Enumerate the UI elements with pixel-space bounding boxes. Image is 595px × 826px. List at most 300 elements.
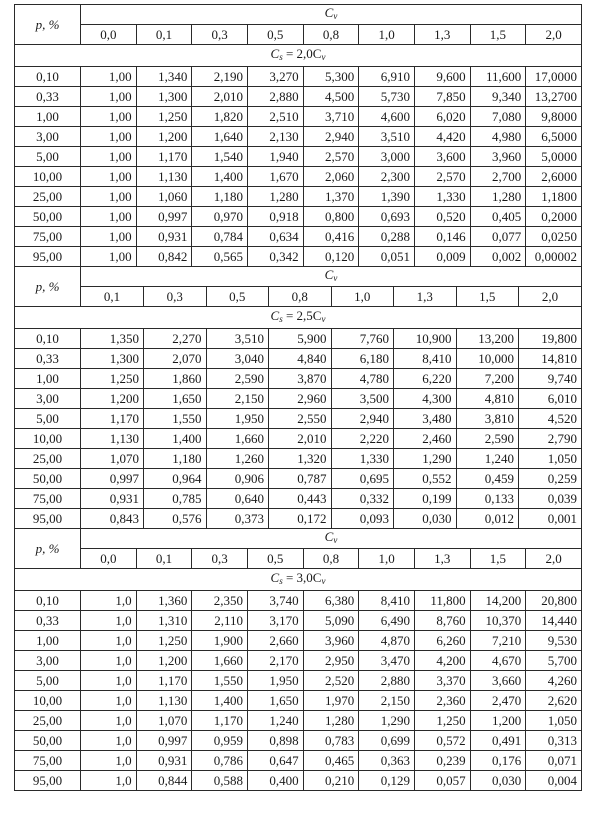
cv-header (81, 267, 582, 287)
value-cell: 0,313 (526, 731, 582, 751)
cv-symbol: C (324, 529, 334, 544)
value-cell: 4,810 (456, 389, 519, 408)
coefficient-table (14, 4, 582, 791)
value-cell: 4,300 (394, 389, 457, 408)
cv-column-value: 0,8 (303, 549, 359, 569)
probability-cell: 10,00 (15, 429, 81, 449)
value-cell: 6,220 (394, 369, 457, 388)
value-cell: 7,850 (414, 87, 470, 107)
value-cell: 0,030 (394, 509, 457, 528)
value-cell: 1,1800 (526, 187, 582, 207)
probability-cell: 25,00 (15, 711, 81, 731)
value-cell: 2,700 (470, 167, 526, 187)
value-cell: 2,130 (247, 127, 303, 147)
probability-cell: 25,00 (15, 449, 81, 469)
value-cell: 0,842 (136, 247, 192, 267)
probability-cell: 95,00 (15, 771, 81, 791)
value-cell: 1,320 (269, 449, 332, 468)
value-cell: 1,0 (81, 691, 137, 711)
value-cell: 0,199 (394, 489, 457, 508)
value-cell: 2,190 (192, 67, 248, 87)
value-cell: 1,130 (109, 430, 139, 446)
value-cell: 0,906 (206, 469, 269, 488)
table-row (15, 247, 582, 267)
cv-column-value: 0,1 (103, 288, 121, 304)
value-cell: 1,330 (414, 187, 470, 207)
table-row (15, 107, 582, 127)
value-cell: 3,870 (269, 369, 332, 388)
value-cell: 4,670 (470, 651, 526, 671)
value-cell: 3,370 (414, 671, 470, 691)
value-cell: 2,590 (456, 429, 519, 448)
value-cell: 4,500 (303, 87, 359, 107)
value-cell: 5,700 (526, 651, 582, 671)
value-cell: 1,00 (81, 167, 137, 187)
table-row (15, 449, 582, 469)
value-cell: 3,710 (303, 107, 359, 127)
cv-subscript: v (333, 11, 338, 21)
cs-ratio-label (15, 45, 582, 67)
table-row (15, 691, 582, 711)
value-cell: 0,373 (206, 509, 269, 528)
value-cell: 4,780 (331, 369, 394, 388)
value-cell: 0,332 (331, 489, 394, 508)
value-cell: 2,880 (247, 87, 303, 107)
value-cell: 4,520 (519, 409, 582, 428)
value-cell: 1,350 (109, 330, 139, 346)
value-cell: 0,00002 (526, 247, 582, 267)
probability-cell: 5,00 (15, 671, 81, 691)
value-cell: 0,416 (303, 227, 359, 247)
value-cell: 0,800 (303, 207, 359, 227)
value-cell: 0,012 (456, 509, 519, 528)
value-cell: 4,870 (359, 631, 415, 651)
table-row (15, 489, 582, 509)
table-row (15, 429, 582, 449)
cv-column-value: 2,0 (526, 549, 582, 569)
value-cell: 1,970 (303, 691, 359, 711)
value-cell: 2,590 (206, 369, 269, 388)
value-cell: 2,070 (144, 349, 207, 368)
value-cell: 2,950 (303, 651, 359, 671)
value-cell: 3,810 (456, 409, 519, 428)
value-cell: 1,240 (456, 449, 519, 468)
value-cell: 1,660 (206, 429, 269, 448)
value-cell: 1,170 (192, 711, 248, 731)
cv-column-value: 1,0 (359, 25, 415, 45)
value-cell: 7,760 (331, 329, 394, 348)
value-cell: 1,00 (81, 247, 137, 267)
value-cell: 0,288 (359, 227, 415, 247)
value-cell: 0,009 (414, 247, 470, 267)
value-cell: 1,950 (206, 409, 269, 428)
cv-column-value: 0,8 (269, 287, 332, 306)
value-cell: 1,00 (81, 207, 137, 227)
value-cell: 2,360 (414, 691, 470, 711)
probability-cell: 10,00 (15, 691, 81, 711)
value-cell: 1,290 (359, 711, 415, 731)
value-cell: 3,270 (247, 67, 303, 87)
probability-cell: 1,00 (15, 107, 81, 127)
section-header-row (15, 5, 582, 25)
value-cell: 0,785 (144, 489, 207, 508)
value-cell: 0,2000 (526, 207, 582, 227)
probability-cell: 0,33 (15, 349, 81, 369)
value-cell: 1,0 (81, 611, 137, 631)
table-row (15, 509, 582, 529)
value-cell: 1,200 (136, 127, 192, 147)
value-cell: 4,600 (359, 107, 415, 127)
value-cell: 1,060 (136, 187, 192, 207)
cv-subscript: v (333, 535, 338, 545)
value-cell: 8,410 (359, 591, 415, 611)
value-cell: 1,310 (136, 611, 192, 631)
cv-header (81, 529, 582, 549)
cs-value-subscript: v (321, 576, 326, 586)
value-cell: 1,300 (109, 350, 139, 366)
cs-value-subscript: v (321, 52, 326, 62)
value-cell: 1,00 (81, 127, 137, 147)
value-cell: 4,840 (269, 349, 332, 368)
table-row (15, 651, 582, 671)
probability-cell: 0,33 (15, 87, 81, 107)
value-cell: 0,959 (192, 731, 248, 751)
value-cell: 1,250 (136, 631, 192, 651)
value-cell: 0,120 (303, 247, 359, 267)
value-cell: 0,964 (144, 469, 207, 488)
cs-symbol: C (270, 308, 280, 323)
value-cell: 8,760 (414, 611, 470, 631)
cv-column-value: 0,0 (81, 549, 137, 569)
value-cell: 2,270 (144, 329, 207, 348)
value-cell: 6,490 (359, 611, 415, 631)
value-cell: 0,931 (136, 227, 192, 247)
value-cell: 0,039 (519, 489, 582, 508)
value-cell: 3,510 (206, 329, 269, 348)
cv-column-value: 0,3 (192, 25, 248, 45)
value-cell: 11,800 (414, 591, 470, 611)
cv-column-value: 0,5 (247, 549, 303, 569)
value-cell: 0,997 (136, 207, 192, 227)
value-cell: 1,170 (136, 671, 192, 691)
value-cell: 1,670 (247, 167, 303, 187)
value-cell: 1,860 (144, 369, 207, 388)
value-cell: 2,060 (303, 167, 359, 187)
probability-cell: 0,33 (15, 611, 81, 631)
value-cell: 2,520 (303, 671, 359, 691)
value-cell: 0,071 (526, 751, 582, 771)
value-cell: 4,260 (526, 671, 582, 691)
value-cell: 3,660 (470, 671, 526, 691)
probability-cell: 3,00 (15, 127, 81, 147)
value-cell: 6,910 (359, 67, 415, 87)
value-cell: 1,200 (136, 651, 192, 671)
value-cell: 3,040 (206, 349, 269, 368)
value-cell: 6,5000 (526, 127, 582, 147)
value-cell: 0,001 (519, 509, 582, 528)
value-cell: 0,576 (144, 509, 207, 528)
cv-column-value: 0,8 (303, 25, 359, 45)
table-row (15, 409, 582, 429)
table-row (15, 771, 582, 791)
value-cell: 1,130 (136, 167, 192, 187)
value-cell: 2,6000 (526, 167, 582, 187)
cs-subscript: s (279, 576, 283, 586)
cs-ratio-label (15, 569, 582, 591)
value-cell: 1,940 (247, 147, 303, 167)
value-cell: 1,280 (303, 711, 359, 731)
value-cell: 0,400 (247, 771, 303, 791)
probability-cell: 5,00 (15, 409, 81, 429)
p-percent-header: p, % (15, 267, 81, 307)
cs-symbol: C (270, 570, 280, 585)
table-row (15, 389, 582, 409)
cs-value-subscript: v (321, 314, 326, 324)
value-cell: 5,900 (269, 329, 332, 348)
value-cell: 19,800 (519, 329, 582, 348)
value-cell: 2,150 (359, 691, 415, 711)
value-cell: 2,550 (269, 409, 332, 428)
value-cell: 1,250 (414, 711, 470, 731)
value-cell: 1,050 (519, 449, 582, 468)
value-cell: 0,898 (247, 731, 303, 751)
column-values-row (15, 549, 582, 569)
value-cell: 0,004 (526, 771, 582, 791)
table-row (15, 731, 582, 751)
value-cell: 1,0 (81, 771, 137, 791)
value-cell: 1,550 (192, 671, 248, 691)
value-cell: 9,8000 (526, 107, 582, 127)
value-cell: 2,170 (247, 651, 303, 671)
cv-column-value: 2,0 (526, 25, 582, 45)
value-cell: 1,400 (192, 167, 248, 187)
cs-ratio-row (15, 307, 582, 329)
cv-column-value: 1,3 (394, 287, 457, 306)
table-row (15, 207, 582, 227)
cv-subscript: v (333, 273, 338, 283)
value-cell: 1,0 (81, 671, 137, 691)
column-values-row (15, 25, 582, 45)
cv-column-value: 0,5 (247, 25, 303, 45)
value-cell: 1,660 (192, 651, 248, 671)
value-cell: 4,420 (414, 127, 470, 147)
value-cell: 0,133 (456, 489, 519, 508)
value-cell: 7,210 (470, 631, 526, 651)
value-cell: 1,180 (144, 449, 207, 468)
value-cell: 7,200 (456, 369, 519, 388)
section-header-row (15, 267, 582, 287)
value-cell: 1,390 (359, 187, 415, 207)
value-cell: 1,0 (81, 651, 137, 671)
value-cell: 2,300 (359, 167, 415, 187)
value-cell: 0,363 (359, 751, 415, 771)
value-cell: 2,570 (414, 167, 470, 187)
value-cell: 0,443 (269, 489, 332, 508)
value-cell: 1,540 (192, 147, 248, 167)
table-row (15, 147, 582, 167)
value-cell: 3,480 (394, 409, 457, 428)
cs-ratio-label (15, 307, 582, 329)
value-cell: 2,620 (526, 691, 582, 711)
value-cell: 1,00 (81, 227, 137, 247)
value-cell: 1,180 (192, 187, 248, 207)
value-cell: 2,220 (331, 429, 394, 448)
value-cell: 1,00 (81, 107, 137, 127)
cv-column-value: 1,0 (359, 549, 415, 569)
value-cell: 0,405 (470, 207, 526, 227)
value-cell: 1,550 (144, 409, 207, 428)
probability-cell: 75,00 (15, 227, 81, 247)
value-cell: 1,0 (81, 631, 137, 651)
value-cell: 4,200 (414, 651, 470, 671)
probability-cell: 75,00 (15, 489, 81, 509)
value-cell: 0,176 (470, 751, 526, 771)
value-cell: 3,000 (359, 147, 415, 167)
cv-column-value: 1,5 (456, 287, 519, 306)
value-cell: 11,600 (470, 67, 526, 87)
table-row (15, 751, 582, 771)
value-cell: 0,843 (109, 510, 139, 526)
value-cell: 10,000 (456, 349, 519, 368)
value-cell: 2,940 (303, 127, 359, 147)
value-cell: 0,572 (414, 731, 470, 751)
value-cell: 0,931 (109, 490, 139, 506)
cv-column-value: 1,5 (470, 549, 526, 569)
cv-column-value: 0,1 (136, 549, 192, 569)
value-cell: 10,900 (394, 329, 457, 348)
value-cell: 0,210 (303, 771, 359, 791)
value-cell: 0,129 (359, 771, 415, 791)
value-cell: 1,260 (206, 449, 269, 468)
value-cell: 0,997 (136, 731, 192, 751)
value-cell: 1,280 (247, 187, 303, 207)
value-cell: 0,0250 (526, 227, 582, 247)
value-cell: 0,588 (192, 771, 248, 791)
value-cell: 6,010 (519, 389, 582, 408)
value-cell: 0,552 (394, 469, 457, 488)
value-cell: 2,350 (192, 591, 248, 611)
value-cell: 9,600 (414, 67, 470, 87)
value-cell: 0,931 (136, 751, 192, 771)
cv-column-value: 2,0 (519, 287, 582, 306)
value-cell: 2,010 (269, 429, 332, 448)
value-cell: 3,170 (247, 611, 303, 631)
value-cell: 1,00 (81, 147, 137, 167)
table-row (15, 469, 582, 489)
value-cell: 3,600 (414, 147, 470, 167)
section-header-row (15, 529, 582, 549)
value-cell: 0,491 (470, 731, 526, 751)
value-cell: 0,970 (192, 207, 248, 227)
probability-cell: 50,00 (15, 207, 81, 227)
value-cell: 0,918 (247, 207, 303, 227)
cv-column-value: 1,3 (414, 25, 470, 45)
value-cell: 1,290 (394, 449, 457, 468)
value-cell: 1,170 (136, 147, 192, 167)
value-cell: 1,240 (247, 711, 303, 731)
value-cell: 1,820 (192, 107, 248, 127)
value-cell: 0,640 (206, 489, 269, 508)
p-percent-header: p, % (15, 5, 81, 45)
value-cell: 4,980 (470, 127, 526, 147)
probability-cell: 95,00 (15, 509, 81, 529)
p-percent-header: p, % (15, 529, 81, 569)
value-cell: 6,380 (303, 591, 359, 611)
value-cell: 0,051 (359, 247, 415, 267)
probability-cell: 1,00 (15, 631, 81, 651)
table-row (15, 227, 582, 247)
value-cell: 5,300 (303, 67, 359, 87)
column-values-row (15, 287, 582, 307)
value-cell: 1,130 (136, 691, 192, 711)
value-cell: 1,640 (192, 127, 248, 147)
value-cell: 14,810 (519, 349, 582, 368)
value-cell: 2,470 (470, 691, 526, 711)
value-cell: 1,170 (109, 410, 139, 426)
value-cell: 1,340 (136, 67, 192, 87)
value-cell: 1,00 (81, 187, 137, 207)
value-cell: 1,900 (192, 631, 248, 651)
value-cell: 10,370 (470, 611, 526, 631)
value-cell: 2,460 (394, 429, 457, 448)
table-row (15, 369, 582, 389)
value-cell: 1,200 (470, 711, 526, 731)
value-cell: 14,440 (526, 611, 582, 631)
value-cell: 2,510 (247, 107, 303, 127)
table-row (15, 671, 582, 691)
value-cell: 1,00 (81, 87, 137, 107)
value-cell: 1,650 (144, 389, 207, 408)
value-cell: 9,740 (519, 369, 582, 388)
value-cell: 0,146 (414, 227, 470, 247)
value-cell: 1,0 (81, 751, 137, 771)
cv-column-value: 0,1 (136, 25, 192, 45)
value-cell: 1,400 (192, 691, 248, 711)
value-cell: 2,790 (519, 429, 582, 448)
value-cell: 0,077 (470, 227, 526, 247)
cv-column-value: 0,3 (192, 549, 248, 569)
value-cell: 0,693 (359, 207, 415, 227)
probability-cell: 0,10 (15, 591, 81, 611)
value-cell: 3,510 (359, 127, 415, 147)
value-cell: 14,200 (470, 591, 526, 611)
value-cell: 1,650 (247, 691, 303, 711)
cv-column-value: 1,0 (331, 287, 394, 306)
cv-column-value: 0,0 (81, 25, 137, 45)
value-cell: 1,400 (144, 429, 207, 448)
value-cell: 0,695 (331, 469, 394, 488)
value-cell: 0,997 (109, 470, 139, 486)
value-cell: 0,786 (192, 751, 248, 771)
cs-ratio-row (15, 569, 582, 591)
value-cell: 8,410 (394, 349, 457, 368)
cv-symbol: C (324, 5, 334, 20)
value-cell: 3,960 (303, 631, 359, 651)
value-cell: 2,880 (359, 671, 415, 691)
value-cell: 1,280 (470, 187, 526, 207)
table-row (15, 611, 582, 631)
value-cell: 1,250 (109, 370, 139, 386)
value-cell: 1,0 (81, 711, 137, 731)
cs-subscript: s (279, 314, 283, 324)
probability-cell: 0,10 (15, 329, 81, 349)
table-row (15, 329, 582, 349)
value-cell: 2,960 (269, 389, 332, 408)
value-cell: 0,783 (303, 731, 359, 751)
cs-value: = 2,0C (282, 46, 322, 61)
value-cell: 2,940 (331, 409, 394, 428)
value-cell: 7,080 (470, 107, 526, 127)
